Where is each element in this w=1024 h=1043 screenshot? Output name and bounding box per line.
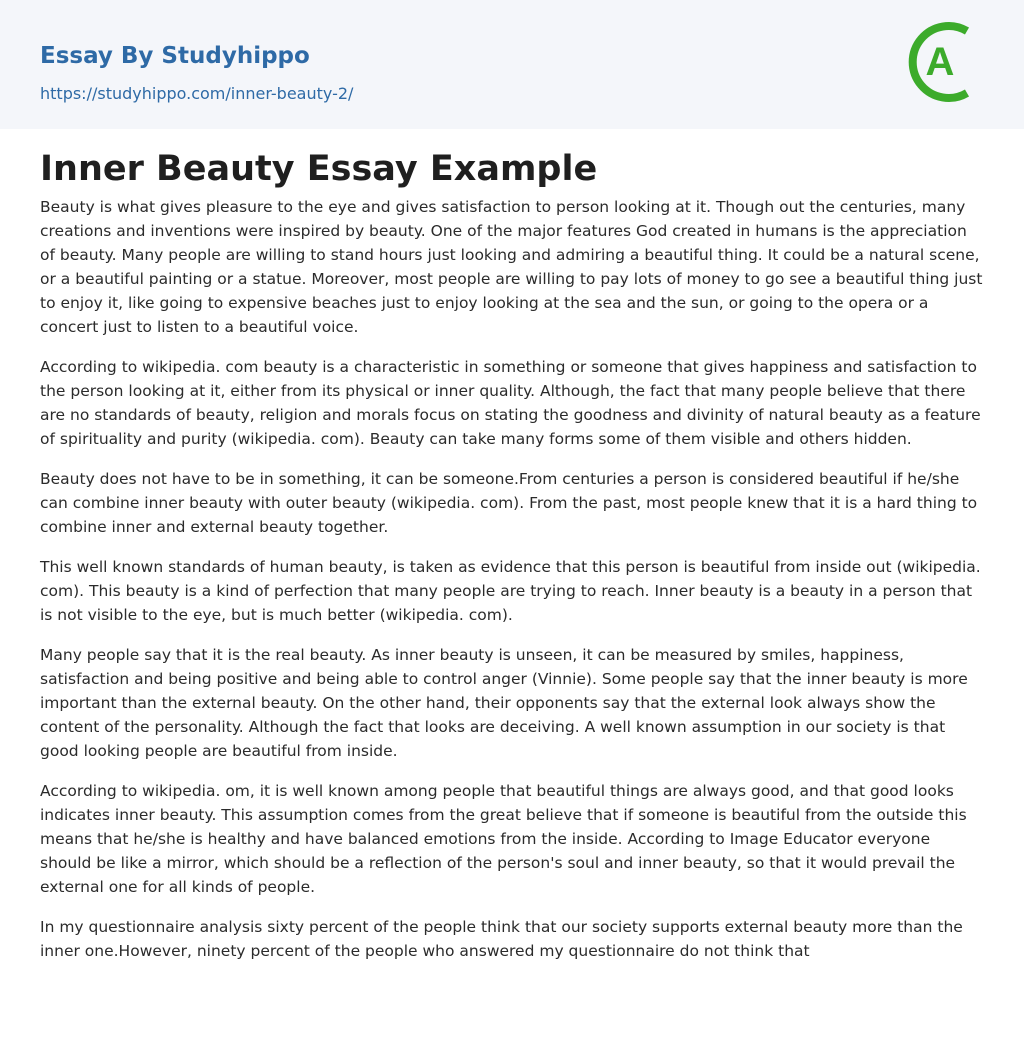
brand-title: Essay By Studyhippo — [40, 43, 310, 69]
page-title: Inner Beauty Essay Example — [40, 149, 598, 189]
essay-paragraph: This well known standards of human beauty, is taken as evidence that this person is beautiful from inside out (wikipedia. com). This beauty is a kind of perfection that many people are trying to reach. Inner beauty is a beauty in a person that is not visible to the eye, but is much better (wikipedia. com). — [40, 558, 981, 624]
essay-paragraph: Beauty does not have to be in something, it can be someone.From centuries a person is considered beautiful if he/she can combine inner beauty with outer beauty (wikipedia. com). From the past, most people knew that it is a hard thing to combine inner and external beauty together. — [40, 470, 978, 536]
essay-url-link[interactable]: https://studyhippo.com/inner-beauty-2/ — [40, 84, 354, 103]
essay-paragraph: In my questionnaire analysis sixty percent of the people think that our society supports external beauty more than the inner one.However, ninety percent of the people who answered my questionnaire do not think that — [40, 918, 963, 960]
logo-letter: A — [925, 40, 955, 84]
essay-paragraph: According to wikipedia. com beauty is a characteristic in something or someone that gives happiness and satisfaction to the person looking at it, either from its physical or inner quality. Although, the fact that many people believe that there are no standards of beauty, religion and morals focus on stating the goodness and divinity of natural beauty as a feature of spirituality and purity (wikipedia. com). Beauty can take many forms some of them visible and others hidden. — [40, 358, 981, 448]
essay-content — [0, 129, 1024, 963]
site-header — [0, 0, 1024, 129]
essay-paragraph: According to wikipedia. om, it is well known among people that beautiful things are always good, and that good looks indicates inner beauty. This assumption comes from the great believe that if someone is beautiful from the outside this means that he/she is healthy and have balanced emotions from the inside. According to Image Educator everyone should be like a mirror, which should be a reflection of the person's soul and inner beauty, so that it would prevail the external one for all kinds of people. — [40, 782, 967, 896]
studyhippo-logo-icon[interactable] — [898, 18, 986, 106]
essay-paragraph: Many people say that it is the real beauty. As inner beauty is unseen, it can be measured by smiles, happiness, satisfaction and being positive and being able to control anger (Vinnie). Some people say that the inner beauty is more important than the external beauty. On the other hand, their opponents say that the external look always show the content of the personality. Although the fact that looks are deceiving. A well known assumption in our society is that good looking people are beautiful from inside. — [40, 646, 968, 760]
essay-paragraph: Beauty is what gives pleasure to the eye and gives satisfaction to person looking at it. Though out the centuries, many creations and inventions were inspired by beauty. One of the major features God created in humans is the appreciation of beauty. Many people are willing to stand hours just looking and admiring a beautiful thing. It could be a natural scene, or a beautiful painting or a statue. Moreover, most people are willing to pay lots of money to go see a beautiful thing just to enjoy it, like going to expensive beaches just to enjoy looking at the sea and the sun, or going to the opera or a concert just to listen to a beautiful voice. — [40, 198, 983, 336]
